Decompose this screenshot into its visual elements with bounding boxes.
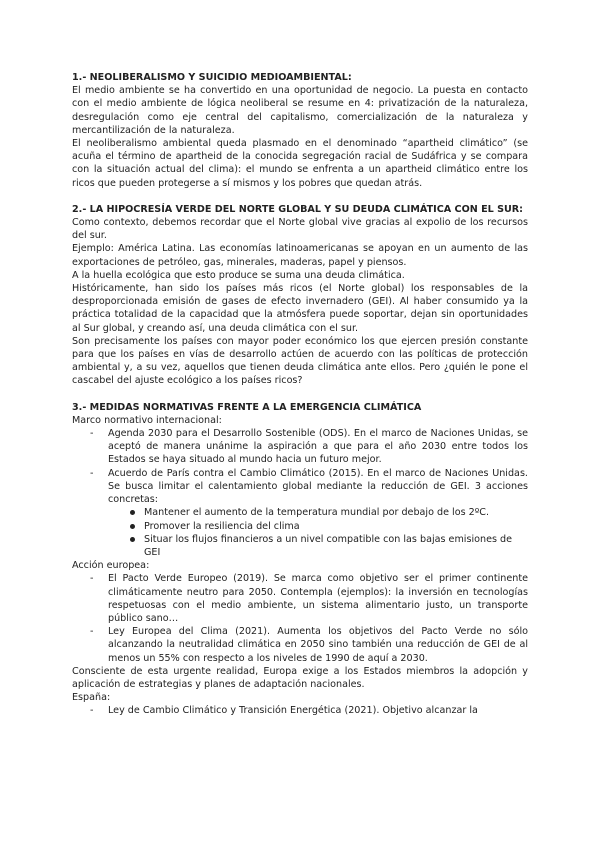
list-item — [72, 467, 528, 507]
section-1-heading: 1.- NEOLIBERALISMO Y SUICIDIO MEDIOAMBIENTAL: — [72, 72, 352, 83]
espana-list — [72, 704, 528, 717]
bullet-icon — [130, 524, 135, 529]
list-item — [72, 427, 528, 467]
section-1-paragraph: El neoliberalismo ambiental queda plasmado en el denominado “apartheid climático” (se acuña el término de apartheid de la conocida segregación racial de Sudáfrica y se compara con la situación actual del clima): el mundo se enfrenta a un apartheid climático entre los ricos que pueden protegerse a sí mismos y los pobres que quedan atrás. — [72, 138, 528, 189]
section-2-paragraph: Son precisamente los países con mayor poder económico los que ejercen presión constante para que los países en vías de desarrollo actúen de acuerdo con las políticas de protección ambiental y, a su vez, aquellos que tienen deuda climática ante ellos. Pero ¿quién le pone el cascabel del ajuste ecológico a los países ricos? — [72, 335, 528, 387]
marco-internacional-list — [72, 427, 528, 506]
document-body — [72, 71, 528, 718]
list-item — [72, 625, 528, 665]
list-item-text: Ley Europea del Clima (2021). Aumenta los objetivos del Pacto Verde no sólo alcanzando la neutralidad climática en 2050 sino también una reducción de GEI de al menos un 55% con respecto a los niveles de 1990 de aquí a 2030. — [108, 626, 528, 664]
accion-europea-list — [72, 572, 528, 664]
dash-marker: - — [90, 467, 94, 479]
list-item — [72, 520, 528, 533]
dash-marker: - — [90, 626, 94, 638]
list-item — [72, 704, 528, 717]
list-item-text: Ley de Cambio Climático y Transición Energética (2021). Objetivo alcanzar la — [108, 705, 478, 717]
list-item-text: Promover la resiliencia del clima — [144, 520, 300, 532]
section-2-paragraph: A la huella ecológica que esto produce se suma una deuda climática. — [72, 269, 405, 281]
espana-label: España: — [72, 692, 111, 704]
list-item — [72, 533, 528, 559]
marco-internacional-label: Marco normativo internacional: — [72, 414, 222, 426]
list-item — [72, 572, 528, 625]
section-2-paragraph: Ejemplo: América Latina. Las economías latinoamericanas se apoyan en un aumento de las exportaciones de petróleo, gas, minerales, maderas, papel y piensos. — [72, 243, 528, 268]
dash-marker: - — [90, 705, 94, 717]
dash-marker: - — [90, 428, 94, 440]
list-item-text: Acuerdo de París contra el Cambio Climático (2015). En el marco de Naciones Unidas. Se busca limitar el calentamiento global mediante la reducción de GEI. 3 acciones concretas: — [108, 467, 528, 506]
section-1-paragraph: El medio ambiente se ha convertido en una oportunidad de negocio. La puesta en contacto con el medio ambiente de lógica neoliberal se resume en 4: privatización de la naturaleza, desregulación como eje central del capitalismo, comercialización de la naturaleza y mercantilización de la naturaleza. — [72, 85, 528, 136]
bullet-icon — [130, 510, 135, 515]
section-2-heading: 2.- LA HIPOCRESÍA VERDE DEL NORTE GLOBAL Y SU DEUDA CLIMÁTICA CON EL SUR: — [72, 203, 524, 215]
section-3-heading: 3.- MEDIDAS NORMATIVAS FRENTE A LA EMERGENCIA CLIMÁTICA — [72, 401, 422, 413]
list-item-text: Situar los flujos financieros a un nivel compatible con las bajas emisiones de GEI — [144, 533, 513, 558]
list-item-text: El Pacto Verde Europeo (2019). Se marca como objetivo ser el primer continente climáticamente neutro para 2050. Contempla (ejemplos): la inversión en tecnologías respetuosas con el medio ambiente, un sistema alimentario justo, un transporte público sano… — [108, 573, 528, 624]
list-item — [72, 506, 528, 519]
europa-note: Consciente de esta urgente realidad, Europa exige a los Estados miembros la adopción y aplicación de estrategias y planes de adaptación nacionales. — [72, 665, 528, 690]
bullet-icon — [130, 537, 135, 542]
section-2-paragraph: Como contexto, debemos recordar que el Norte global vive gracias al expolio de los recursos del sur. — [72, 217, 528, 242]
dash-marker: - — [90, 573, 94, 585]
list-item-text: Mantener el aumento de la temperatura mundial por debajo de los 2ºC. — [144, 507, 489, 519]
paris-actions-list — [72, 506, 528, 559]
list-item-text: Agenda 2030 para el Desarrollo Sostenible (ODS). En el marco de Naciones Unidas, se aceptó de manera unánime la aspiración a que para el año 2030 entre todos los Estados se haya situado al mundo hacia un futuro mejor. — [108, 428, 528, 466]
accion-europea-label: Acción europea: — [72, 560, 150, 572]
section-2-paragraph: Históricamente, han sido los países más ricos (el Norte global) los responsables de la desproporcionada emisión de gases de efecto invernadero (GEI). Al haber consumido ya la práctica totalidad de la capacidad que la atmósfera puede soportar, dejan sin oportunidades al Sur global, y creando así, una deuda climática con el sur. — [72, 283, 528, 334]
